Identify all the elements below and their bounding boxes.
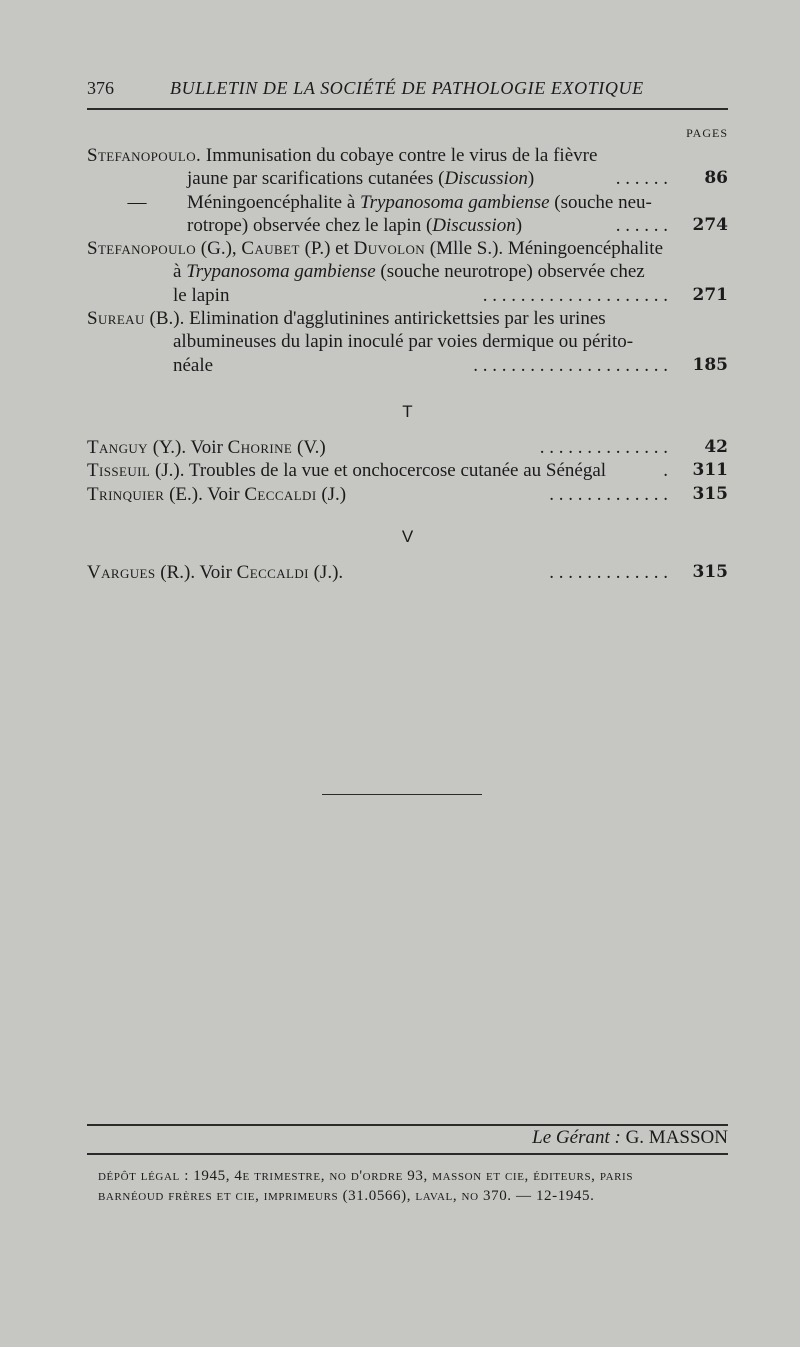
entry-author: Duvolon xyxy=(353,238,426,260)
index-entry xyxy=(87,144,728,191)
entry-author: Ceccaldi xyxy=(244,483,317,505)
page-header xyxy=(87,78,728,104)
index-entry xyxy=(87,459,728,482)
entry-text-after: ) xyxy=(527,168,535,190)
entry-author: Vargues xyxy=(87,561,156,583)
entry-author: Chorine xyxy=(227,436,293,458)
index-entry xyxy=(87,307,728,377)
entry-author: Stefanopoulo. xyxy=(87,145,202,166)
imprint-line: dépôt légal : 1945, 4e trimestre, no d'ordre 93, masson et cie, éditeurs, paris xyxy=(98,1168,634,1184)
footer-rule-top xyxy=(87,1124,728,1126)
entry-text: le lapin xyxy=(173,284,230,306)
entry-text: à xyxy=(173,261,187,283)
page-reference: 311 xyxy=(692,460,728,481)
gerant-name: G. MASSON xyxy=(620,1127,728,1148)
dot-leader: . . . . . . xyxy=(615,168,668,190)
dot-leader: . . . . . . . . . . . . . . xyxy=(539,436,668,458)
entry-author: Ceccaldi xyxy=(236,561,309,583)
entry-author: Sureau xyxy=(87,308,145,330)
entry-italic: Trypanosoma gambiense xyxy=(186,261,376,283)
entry-text: (R.). Voir xyxy=(155,561,237,583)
entry-author: Caubet xyxy=(241,238,300,260)
entry-italic: Discussion xyxy=(444,168,528,190)
entry-text: (Y.). Voir xyxy=(147,436,228,458)
entry-text: (G.), xyxy=(196,238,242,260)
page-reference: 271 xyxy=(692,284,728,305)
entry-author: Stefanopoulo xyxy=(87,238,197,260)
entry-text: néale xyxy=(173,354,214,376)
entry-text-after: (souche neurotrope) observée chez xyxy=(375,261,645,283)
index-entry xyxy=(87,561,728,584)
entry-italic: Trypanosoma gambiense xyxy=(360,191,550,213)
dot-leader: . . . . . . xyxy=(615,214,668,236)
index-entry xyxy=(87,191,728,238)
entry-text-after: (souche neu- xyxy=(549,191,652,213)
entry-text: (J.) xyxy=(316,483,347,505)
page-reference: 42 xyxy=(704,436,728,457)
index-entry xyxy=(87,237,728,307)
page-reference: 315 xyxy=(692,561,728,582)
section-letter-t: T xyxy=(402,401,413,421)
entry-text: (J.). xyxy=(308,561,344,583)
entry-italic: Discussion xyxy=(432,214,516,236)
entry-author: Tanguy xyxy=(87,436,148,458)
entry-text: (V.) xyxy=(292,436,326,458)
page-reference: 315 xyxy=(692,483,728,504)
dot-leader: . . . . . . . . . . . . . . . . . . . . xyxy=(482,284,668,306)
section-letter-v: V xyxy=(401,526,414,546)
entry-text: rotrope) observée chez le lapin ( xyxy=(187,214,433,236)
entry-text: albumineuses du lapin inoculé par voies dermique ou périto- xyxy=(173,331,634,353)
entry-text: (B.). Elimination d'agglutinines antirickettsies par les urines xyxy=(144,308,606,330)
ditto-dash: — xyxy=(127,191,147,213)
dot-leader: . . . . . . . . . . . . . xyxy=(549,483,668,505)
footer-rule-bottom xyxy=(87,1153,728,1155)
imprint xyxy=(98,1166,730,1206)
index-entry xyxy=(87,436,728,459)
entry-text: Immunisation du cobaye contre le virus de la fièvre xyxy=(201,145,598,166)
entry-text: (J.). Troubles de la vue et onchocercose cutanée au Sénégal xyxy=(150,460,607,482)
entry-text: (Mlle S.). Méningoencéphalite xyxy=(425,238,664,260)
index-entries xyxy=(87,144,728,584)
page-reference: 185 xyxy=(692,354,728,375)
index-entry xyxy=(87,483,728,506)
entry-text: Méningoencéphalite à xyxy=(187,191,361,213)
entry-text: jaune par scarifications cutanées ( xyxy=(187,168,445,190)
entry-text-after: ) xyxy=(515,214,523,236)
dot-leader: . . . . . . . . . . . . . . . . . . . . . xyxy=(473,354,668,376)
header-rule xyxy=(87,108,728,110)
page-number: 376 xyxy=(87,78,114,98)
pages-column-label: PAGES xyxy=(686,126,728,140)
end-rule xyxy=(322,794,482,795)
page-reference: 86 xyxy=(704,168,728,189)
page-reference: 274 xyxy=(692,214,728,235)
running-title: BULLETIN DE LA SOCIÉTÉ DE PATHOLOGIE EXOTIQUE xyxy=(170,78,644,98)
entry-author: Trinquier xyxy=(87,483,165,505)
entry-author: Tisseuil xyxy=(87,460,151,482)
gerant-line xyxy=(532,1127,728,1149)
entry-text: (P.) et xyxy=(299,238,354,260)
imprint-line: barnéoud frères et cie, imprimeurs (31.0566), laval, no 370. — 12-1945. xyxy=(98,1188,595,1204)
dot-leader: . . . . . . . . . . . . . xyxy=(549,561,668,583)
gerant-label: Le Gérant : xyxy=(532,1127,621,1148)
dot-leader: . xyxy=(663,460,668,482)
entry-text: (E.). Voir xyxy=(164,483,245,505)
